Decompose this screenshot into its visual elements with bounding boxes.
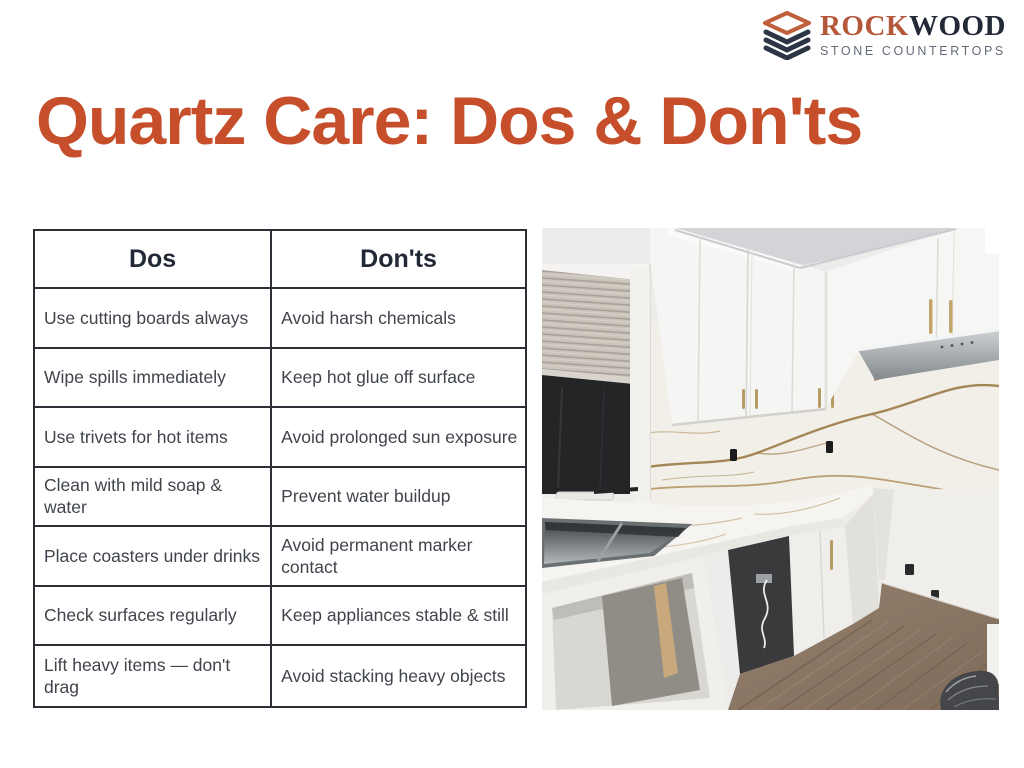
table-cell-dos: Lift heavy items — don't drag	[35, 646, 272, 706]
window-glass	[542, 375, 634, 496]
cabinet-handle	[949, 300, 953, 333]
table-cell-dont: Avoid permanent marker contact	[272, 527, 525, 587]
brand-tagline: STONE COUNTERTOPS	[819, 44, 1006, 58]
backsplash-outlet-hole	[826, 441, 833, 453]
table-cell-dont: Avoid harsh chemicals	[272, 289, 525, 349]
wall-outlet-hole	[905, 564, 914, 575]
table-cell-dos: Check surfaces regularly	[35, 587, 272, 647]
kitchen-photo	[542, 228, 999, 710]
brand-wordmark	[820, 12, 1006, 58]
backsplash-outlet-hole	[730, 449, 737, 461]
table-header-dos: Dos	[35, 231, 272, 289]
cabinet-handle	[742, 389, 745, 409]
table-cell-dont: Avoid prolonged sun exposure	[272, 408, 525, 468]
window	[542, 264, 650, 506]
photo-corner-notch	[985, 228, 999, 254]
dos-donts-table	[33, 229, 527, 708]
page-title: Quartz Care: Dos & Don'ts	[36, 83, 863, 159]
table-cell-dos: Place coasters under drinks	[35, 527, 272, 587]
cabinet-handle	[818, 388, 821, 408]
table-header-donts: Don'ts	[272, 231, 525, 289]
stacked-stone-layers-icon	[761, 10, 813, 60]
window-blind	[542, 270, 638, 378]
table-cell-dos: Wipe spills immediately	[35, 349, 272, 409]
cabinet-handle	[755, 389, 758, 409]
table-cell-dont: Keep hot glue off surface	[272, 349, 525, 409]
cabinet-handle	[929, 299, 933, 334]
kitchen-photo-drawing	[542, 228, 999, 710]
table-cell-dos: Clean with mild soap & water	[35, 468, 272, 528]
table-cell-dos: Use cutting boards always	[35, 289, 272, 349]
table-cell-dos: Use trivets for hot items	[35, 408, 272, 468]
table-cell-dont: Avoid stacking heavy objects	[281, 666, 506, 687]
base-cabinet-handle	[830, 540, 833, 570]
table-cell-dont: Keep appliances stable & still	[272, 587, 525, 647]
brand-name: ROCKWOOD	[819, 10, 1006, 42]
table-cell-dont: Prevent water buildup	[272, 468, 525, 528]
brand-logo	[761, 10, 1006, 60]
